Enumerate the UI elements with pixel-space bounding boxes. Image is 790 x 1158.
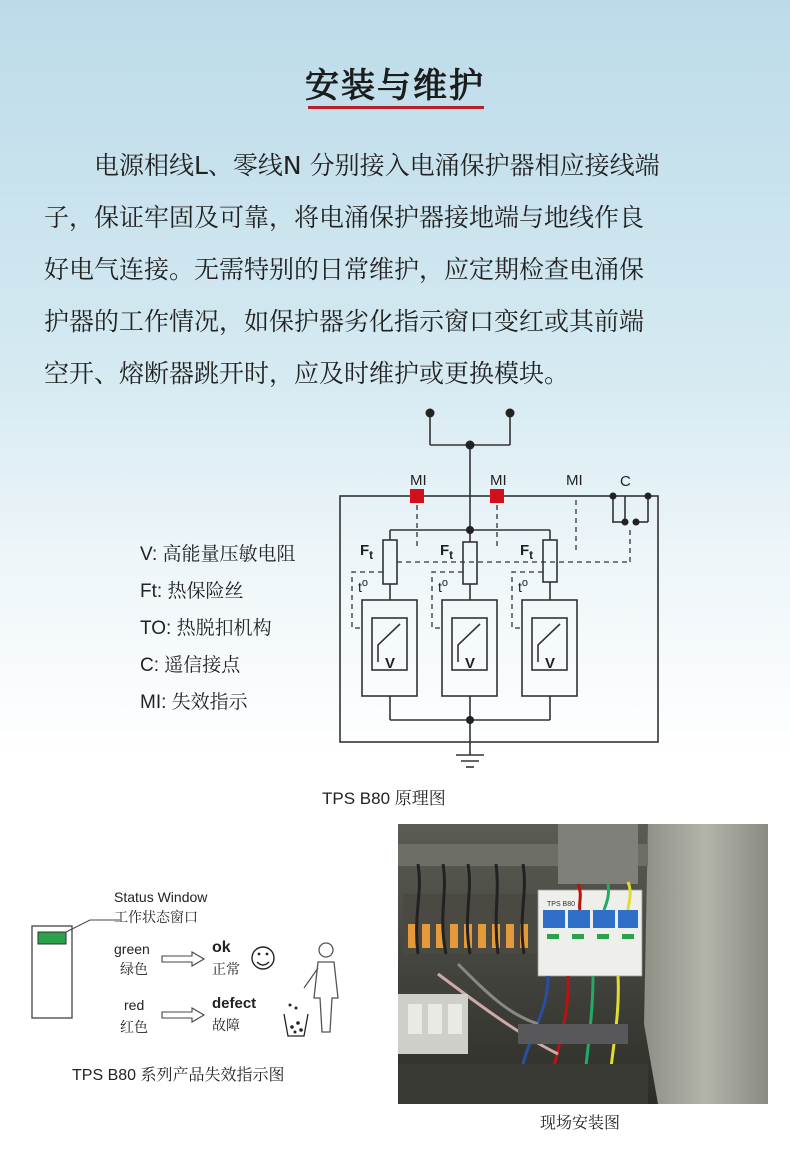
- red-label-en: red: [124, 997, 145, 1013]
- cabinet-image: [398, 824, 768, 1104]
- arrow-icon: [162, 952, 204, 966]
- legend-item: TO: 热脱扣机构: [140, 618, 272, 639]
- schematic-diagram: [330, 400, 670, 780]
- paragraph-line: 子，保证牢固及可靠，将电涌保护器接地端与地线作良: [44, 203, 645, 232]
- mi-indicator: [490, 489, 504, 503]
- legend-item: MI: 失效指示: [140, 692, 248, 713]
- module-brand: TPS B80: [547, 901, 576, 908]
- ft-label: $F_t$: [520, 542, 534, 562]
- person-icon: [304, 943, 338, 1032]
- green-label-cn: 绿色: [120, 961, 148, 977]
- legend-item: C: 遥信接点: [140, 655, 241, 676]
- mi-label: MI: [566, 472, 583, 489]
- legend-item: V: 高能量压敏电阻: [140, 544, 296, 565]
- c-label: C: [620, 473, 631, 490]
- red-label-cn: 红色: [120, 1019, 148, 1035]
- paragraph-line: 好电气连接。无需特别的日常维护，应定期检查电涌保: [44, 255, 645, 284]
- status-caption: TPS B80 系列产品失效指示图: [72, 1067, 285, 1084]
- v-label: V: [465, 655, 476, 672]
- defect-label-cn: 故障: [212, 1017, 240, 1033]
- ok-label-cn: 正常: [212, 961, 240, 977]
- ft-label: $F_t$: [440, 542, 454, 562]
- window-label-en: Status Window: [114, 889, 208, 905]
- paragraph-line: 空开、熔断器跳开时，应及时维护或更换模块。: [44, 359, 570, 388]
- mi-label: MI: [410, 472, 427, 489]
- green-label-en: green: [114, 941, 150, 957]
- to-label: $t^o$: [358, 577, 369, 595]
- legend-item: Ft: 热保险丝: [140, 581, 244, 602]
- v-label: V: [545, 655, 556, 672]
- paragraph-line: 电源相线L、零线N 分别接入电涌保护器相应接线端: [94, 151, 660, 180]
- installation-photo: [398, 824, 768, 1104]
- to-label: $t^o$: [438, 577, 449, 595]
- schematic-legend: [140, 536, 296, 721]
- install-paragraph: [44, 140, 744, 400]
- mi-indicator: [410, 489, 424, 503]
- status-window-figure: [20, 880, 350, 1040]
- ok-label-en: ok: [212, 939, 231, 956]
- paragraph-line: 护器的工作情况，如保护器劣化指示窗口变红或其前端: [44, 307, 645, 336]
- mi-label: MI: [490, 472, 507, 489]
- to-label: $t^o$: [518, 577, 529, 595]
- photo-caption: 现场安装图: [540, 1115, 621, 1132]
- v-label: V: [385, 655, 396, 672]
- window-label-cn: 工作状态窗口: [114, 909, 198, 925]
- title-underline: [308, 106, 484, 109]
- page-title: 安装与维护: [305, 66, 485, 106]
- defect-label-en: defect: [212, 995, 257, 1012]
- ft-label: $F_t$: [360, 542, 374, 562]
- smiley-icon: [252, 947, 274, 969]
- schematic-caption: TPS B80 原理图: [322, 789, 446, 808]
- arrow-icon: [162, 1008, 204, 1022]
- status-window: [38, 932, 66, 944]
